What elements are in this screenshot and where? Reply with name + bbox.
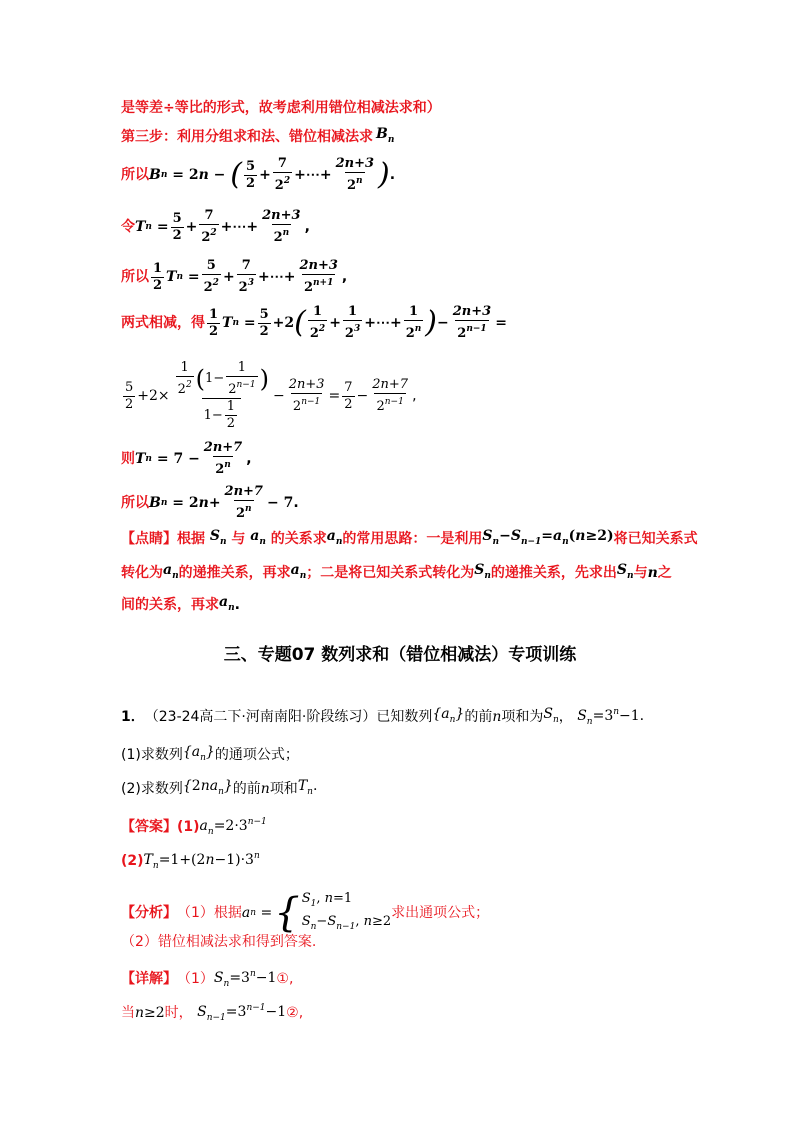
section-title: 三、专题07 数列求和（错位相减法）专项训练 <box>223 645 577 665</box>
dianjing-e: 将已知关系式 <box>613 531 698 547</box>
analysis-2: （2）错位相减法求和得到答案. <box>121 934 317 950</box>
answer-1-label: (1) <box>177 819 200 835</box>
text-line-2 <box>121 124 394 150</box>
analysis-tag: 【分析】 <box>121 905 177 921</box>
math-detail-2: $S_{n-1}=3^{n-1}-1$ <box>192 1003 287 1023</box>
math-formula-1: B n = 2 n − ( $\frac{5}{2}$ + $\frac{7}{2^2}$ +⋯+ $\frac{2n+3}{2^n}$ ) <box>149 156 390 193</box>
math-Sn-3: $S_n$ <box>616 562 634 581</box>
math-an-4: $a_n$ <box>290 562 307 581</box>
math-n-3: n <box>260 781 270 797</box>
dianjing-line-3 <box>121 592 240 618</box>
formula-subtract <box>121 304 507 342</box>
dianjing-l: 间的关系，再求 <box>121 597 219 613</box>
detail-tag: 【详解】 <box>121 971 177 987</box>
math-formula-7: B n = 2 n + $\frac{2n+7}{2^n}$ − 7 <box>149 484 294 521</box>
detail-2a: 当 <box>121 1005 135 1021</box>
part-2-end: 的前 <box>232 781 261 797</box>
question-text-d: ， <box>558 709 573 725</box>
formula-big: $\frac{5}{2}$ +2× $\frac{1}{2^2}$ ( 1− $\frac{1}{2^{n-1}}$ ) 1− $\frac{1}{2}$ − $\frac{2n+3}{2^{n-1}}$ = $\frac{7}{2}$ − $\frac{2n+7}{2^{n-1}}$ , <box>121 360 417 432</box>
dianjing-a: 根据 <box>177 531 205 547</box>
part-1-text: (1)求数列 <box>121 747 183 763</box>
question-text-c: 项和为 <box>501 709 544 725</box>
math-Sn-def: $S_n=3^n-1$. <box>572 707 645 727</box>
math-formula-6: T n = 7 − $\frac{2n+7}{2^n}$ <box>135 440 243 477</box>
dianjing-line-2 <box>121 560 672 586</box>
line-2-text: 第三步：利用分组求和法、错位相减法求 <box>121 129 373 145</box>
math-cases: a n = { $S_1$, n=1 $S_n-S_{n-1}$, n≥2 <box>241 890 392 936</box>
analysis-1a: （1）根据 <box>177 905 242 921</box>
math-an-5: $a_n$ <box>219 594 235 613</box>
dianjing-m: . <box>234 597 240 613</box>
math-Bn: $B_n$ <box>376 126 395 145</box>
part-2-text: (2)求数列 <box>121 781 183 797</box>
detail-2b: 时， <box>164 1005 193 1021</box>
dianjing-g: 的递推关系，再求 <box>178 565 291 581</box>
math-formula-2: T n = $\frac{5}{2}$ + $\frac{7}{2^2}$ +⋯+ $\frac{2n+3}{2^n}$ <box>135 208 301 245</box>
answer-2-label: (2) <box>121 853 144 869</box>
math-recurrence: $S_n-S_{n-1}=a_n(n\ge 2)$ <box>482 528 614 547</box>
dianjing-c: 的关系求 <box>270 531 327 547</box>
question-number: 1． <box>121 709 145 725</box>
answer-line-2 <box>121 846 260 876</box>
answer-line-1 <box>121 812 267 842</box>
formula-Tn-result: 则 T n = 7 − $\frac{2n+7}{2^n}$ , <box>121 440 252 477</box>
dianjing-k: 之 <box>657 565 672 581</box>
dianjing-f: 转化为 <box>121 565 163 581</box>
line-1-text: 是等差÷等比的形式，故考虑利用错位相减法求和） <box>121 100 441 116</box>
answer-tag: 【答案】 <box>121 819 177 835</box>
math-n-2: n <box>492 709 502 725</box>
question-part-1 <box>121 742 299 768</box>
dianjing-tag: 【点睛】 <box>121 531 177 547</box>
math-answer-1: $a_n=2\cdot 3^{n-1}$ <box>199 817 267 837</box>
analysis-line-1 <box>121 890 489 936</box>
part-2-end2: 项和 <box>269 781 298 797</box>
math-an-2: $a_n$ <box>326 528 343 547</box>
dianjing-b: 与 <box>231 531 246 547</box>
math-Sn-1: $S_n$ <box>205 528 227 547</box>
math-seq-an-2: $\{a_n\}$ <box>182 744 215 763</box>
detail-line-2: 当 n≥2 时， $S_{n-1}=3^{n-1}-1$ ②, <box>121 998 303 1028</box>
math-Sn-2: $S_n$ <box>474 562 491 581</box>
question-source: （23-24高二下·河南南阳·阶段练习） <box>144 709 377 725</box>
detail-1: （1） <box>177 971 214 987</box>
analysis-1b: 求出通项公式； <box>391 905 490 921</box>
formula-half-Tn: 所以 $\frac{1}{2}$ T n = $\frac{5}{2^2}$ + $\frac{7}{2^3}$ +⋯+ $\frac{2n+3}{2^{n+1}}$ , <box>121 258 348 295</box>
dianjing-line-1 <box>121 526 698 552</box>
suoyi-3: 所以 <box>121 495 149 511</box>
formula-Bn-result: 所以 B n = 2 n + $\frac{2n+7}{2^n}$ − 7 . <box>121 484 299 521</box>
math-answer-2: $T_n=1+(2n-1)\cdot 3^n$ <box>143 851 260 871</box>
math-Tn-1: $T_n$. <box>297 778 318 797</box>
question-text-a: 已知数列 <box>376 709 433 725</box>
dianjing-j: 与 <box>633 565 648 581</box>
detail-line-1: 【详解】 （1） $S_n=3^n-1$ ①, <box>121 964 293 994</box>
dianjing-h: ；二是将已知关系式转化为 <box>306 565 475 581</box>
formula-Tn: 令 T n = $\frac{5}{2}$ + $\frac{7}{2^2}$ +⋯+ $\frac{2n+3}{2^n}$ , <box>121 208 310 245</box>
math-Sn-4: $S_n$ <box>543 706 559 725</box>
math-n-1: n <box>647 565 658 581</box>
dianjing-i: 的递推关系，先求出 <box>490 565 617 581</box>
math-an-1: $a_n$ <box>245 528 266 547</box>
suoyi-2: 所以 <box>121 269 149 285</box>
math-n-ge-2: n≥2 <box>135 1005 165 1021</box>
suoyi-1: 所以 <box>121 167 149 183</box>
math-detail-1: $S_n=3^n-1$ <box>213 969 277 989</box>
math-formula-3: $\frac{1}{2}$ T n = $\frac{5}{2^2}$ + $\frac{7}{2^3}$ +⋯+ $\frac{2n+3}{2^{n+1}}$ <box>153 258 338 295</box>
question-part-2 <box>121 776 317 802</box>
dianjing-d: 的常用思路：一是利用 <box>342 531 483 547</box>
question-1-line <box>121 702 644 732</box>
math-an-3: $a_n$ <box>163 562 179 581</box>
math-formula-4: $\frac{1}{2}$ T n = $\frac{5}{2}$ +2 ( $\frac{1}{2^2}$ + $\frac{1}{2^3}$ +⋯+ $\frac{1}{2^n}$ ) − $\frac{2n+3}{2^{n-1}}$ = <box>209 304 507 341</box>
ling-text: 令 <box>121 219 135 235</box>
formula-Bn-sum: 所以 B n = 2 n − ( $\frac{5}{2}$ + $\frac{7}{2^2}$ +⋯+ $\frac{2n+3}{2^n}$ ) . <box>121 156 396 193</box>
part-1-end: 的通项公式； <box>214 747 299 763</box>
question-text-b: 的前 <box>464 709 493 725</box>
math-formula-5: $\frac{5}{2}$ +2× $\frac{1}{2^2}$ ( 1− $\frac{1}{2^{n-1}}$ ) 1− $\frac{1}{2}$ − $\frac{2n+3}{2^{n-1}}$ = $\frac{7}{2}$ − $\frac{2n+7}{2^{n-1}}$ <box>125 360 409 431</box>
math-seq-2nan: $\{2na_n\}$ <box>182 778 233 797</box>
liangshi-text: 两式相减，得 <box>121 315 205 331</box>
analysis-line-2 <box>121 932 316 952</box>
text-line-1 <box>121 98 441 118</box>
math-seq-an: $\{a_n\}$ <box>432 706 465 725</box>
ze-text: 则 <box>121 451 135 467</box>
